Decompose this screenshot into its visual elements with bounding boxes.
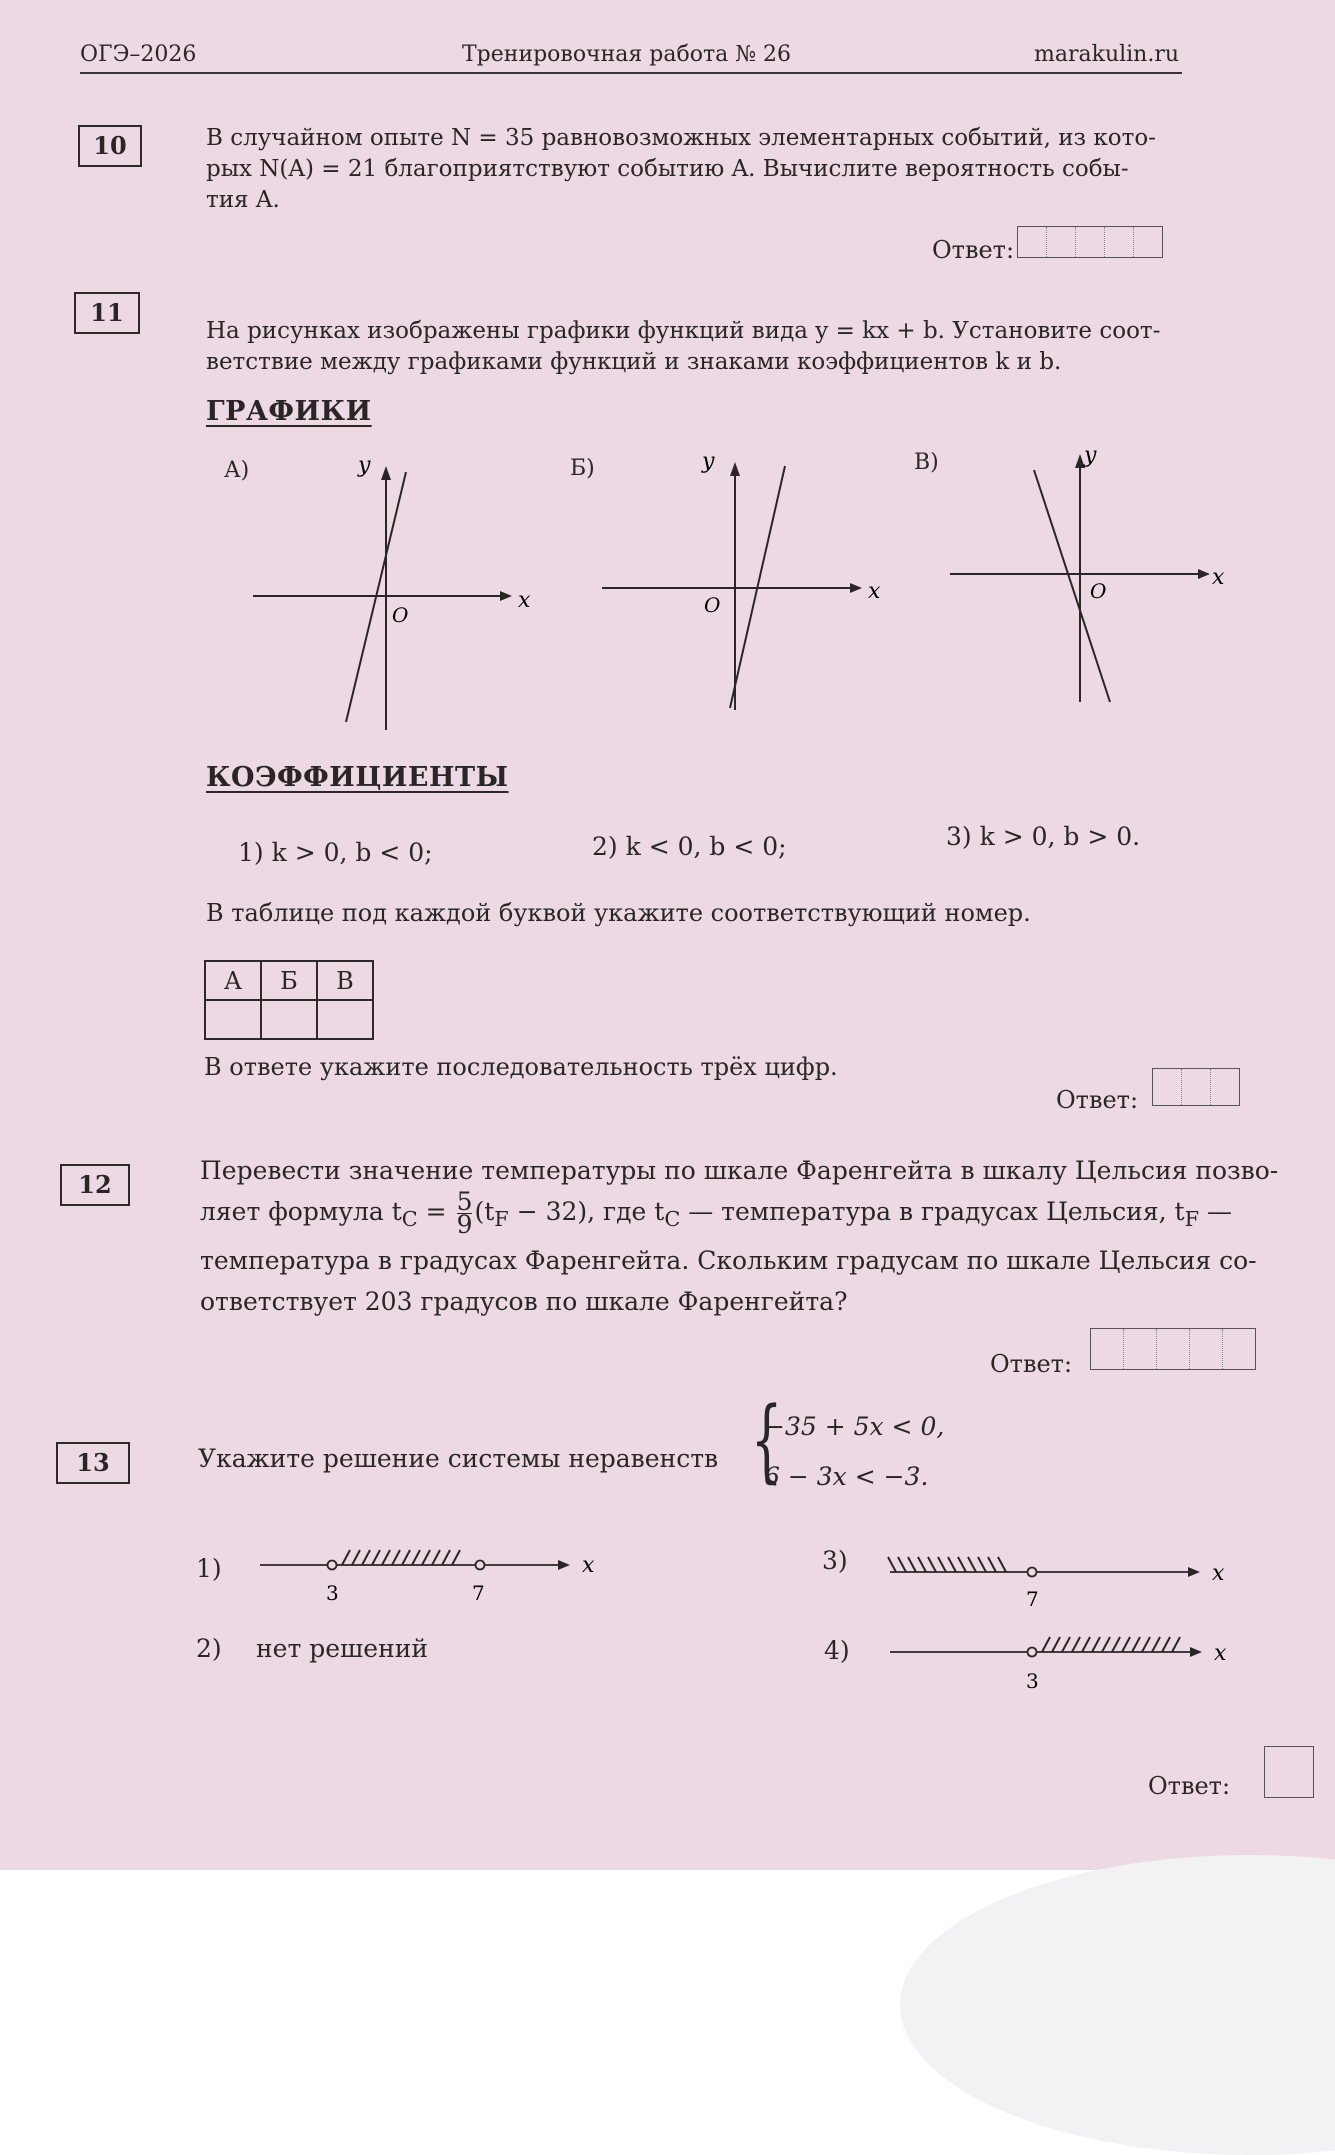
header-left: ОГЭ–2026 <box>80 42 197 67</box>
answer-cell[interactable] <box>1182 1069 1211 1105</box>
answer-label-13: Ответ: <box>1148 1772 1231 1800</box>
graph-a <box>240 450 530 740</box>
q11-line-2: ветствие между графиками функций и знаками коэффициентов k и b. <box>206 349 1062 375</box>
answer-cell[interactable] <box>1018 227 1047 257</box>
formula-part: ляет формула t <box>200 1197 402 1226</box>
y-axis-label-a: y <box>358 453 371 478</box>
question-number-10: 10 <box>78 125 142 167</box>
x-axis-label: x <box>1212 1561 1225 1586</box>
formula-fraction <box>456 1187 473 1239</box>
coefficient-2: 2) k < 0, b < 0; <box>592 832 787 861</box>
option-2-text: нет решений <box>256 1634 429 1663</box>
answer-cell[interactable] <box>1134 227 1162 257</box>
answer-cell[interactable] <box>1047 227 1076 257</box>
graph-b <box>590 448 890 718</box>
y-axis-label-v: y <box>1084 443 1097 468</box>
answer-cell[interactable] <box>1124 1329 1157 1369</box>
formula-sub: C <box>401 1207 418 1231</box>
table-header-v: В <box>317 961 373 1000</box>
fraction-numerator: 5 <box>456 1187 473 1216</box>
answer-boxes-10[interactable] <box>1017 226 1163 258</box>
answer-cell[interactable] <box>1091 1329 1124 1369</box>
graph-label-v: В) <box>914 450 939 475</box>
x-axis-label: x <box>582 1553 595 1578</box>
formula-part: — температура в градусах Цельсия, t <box>680 1197 1185 1226</box>
answer-label-10: Ответ: <box>932 236 1015 264</box>
answer-cell[interactable] <box>1211 1069 1239 1105</box>
q12-line-4: ответствует 203 градусов по шкале Фаренгейта? <box>200 1287 848 1316</box>
answer-box-13[interactable] <box>1264 1746 1314 1798</box>
question-12-text <box>200 1150 1290 1322</box>
tick-label: 7 <box>1026 1587 1039 1611</box>
coefficient-3: 3) k > 0, b > 0. <box>946 822 1141 851</box>
inequality-2: 6 − 3x < −3. <box>764 1462 929 1491</box>
answer-boxes-11[interactable] <box>1152 1068 1240 1106</box>
answer-cell[interactable] <box>1105 227 1134 257</box>
question-13-prompt: Укажите решение системы неравенств <box>198 1444 719 1473</box>
origin-label-b: O <box>704 593 721 617</box>
x-axis-label: x <box>1214 1641 1227 1666</box>
q12-line-3: температура в градусах Фаренгейта. Скольким градусам по шкале Цельсия со- <box>200 1246 1257 1275</box>
answer-label-11: Ответ: <box>1056 1086 1139 1114</box>
x-axis-label-b: x <box>868 579 881 604</box>
option-4-label[interactable]: 4) <box>824 1636 850 1665</box>
formula-part: — <box>1199 1197 1232 1226</box>
y-axis-label-b: y <box>702 449 715 474</box>
x-axis-label-v: x <box>1212 565 1225 590</box>
answer-boxes-12[interactable] <box>1090 1328 1256 1370</box>
question-11-text <box>206 316 1206 378</box>
option-3-number-line <box>880 1544 1240 1614</box>
formula-part: = <box>417 1197 455 1226</box>
table-instruction: В таблице под каждой буквой укажите соответствующий номер. <box>206 899 1031 927</box>
question-10-text <box>206 123 1196 216</box>
header-center: Тренировочная работа № 26 <box>462 42 792 67</box>
tick-label: 3 <box>326 1581 339 1605</box>
origin-label-v: O <box>1090 579 1107 603</box>
table-header-a: А <box>205 961 261 1000</box>
graphs-title: ГРАФИКИ <box>206 396 372 427</box>
answer-cell[interactable] <box>1153 1069 1182 1105</box>
formula-sub: C <box>664 1207 681 1231</box>
q10-line-3: тия A. <box>206 187 280 213</box>
x-axis-label-a: x <box>518 588 530 613</box>
fraction-denominator: 9 <box>456 1210 473 1239</box>
question-number-13: 13 <box>56 1442 130 1484</box>
answer-cell[interactable] <box>1190 1329 1223 1369</box>
sequence-instruction: В ответе укажите последовательность трёх цифр. <box>204 1053 838 1081</box>
tick-label: 3 <box>1026 1669 1039 1693</box>
table-cell-v[interactable] <box>317 1000 373 1039</box>
option-4-number-line <box>880 1622 1240 1698</box>
option-3-label[interactable]: 3) <box>822 1546 848 1575</box>
system-brace: { <box>750 1388 783 1493</box>
answer-cell[interactable] <box>1157 1329 1190 1369</box>
table-header-b: Б <box>261 961 317 1000</box>
q12-line-2 <box>200 1187 1290 1240</box>
formula-part: − 32), где t <box>508 1197 665 1226</box>
formula-sub: F <box>1184 1207 1200 1231</box>
graph-label-a: А) <box>224 458 250 483</box>
q10-line-2: рых N(A) = 21 благоприятствуют событию A. Вычислите вероятность собы- <box>206 156 1129 182</box>
coefficient-1: 1) k > 0, b < 0; <box>238 838 433 867</box>
origin-label-a: O <box>392 603 409 627</box>
answer-label-12: Ответ: <box>990 1350 1073 1378</box>
table-cell-b[interactable] <box>261 1000 317 1039</box>
answer-cell[interactable] <box>1223 1329 1255 1369</box>
q12-line-1: Перевести значение температуры по шкале Фаренгейта в шкалу Цельсия позво- <box>200 1156 1279 1185</box>
answer-cell[interactable] <box>1265 1747 1313 1797</box>
graph-label-b: Б) <box>570 456 595 481</box>
answer-cell[interactable] <box>1076 227 1105 257</box>
q11-line-1: На рисунках изображены графики функций вида y = kx + b. Установите соот- <box>206 318 1161 344</box>
formula-sub: F <box>494 1207 509 1231</box>
header-rule <box>80 72 1182 74</box>
option-2-label[interactable]: 2) <box>196 1634 222 1663</box>
coefficients-title: КОЭФФИЦИЕНТЫ <box>206 762 509 793</box>
formula-part: (t <box>474 1197 495 1226</box>
option-1-label[interactable]: 1) <box>196 1554 222 1583</box>
header-right: marakulin.ru <box>1034 42 1180 67</box>
background-shadow <box>900 1855 1335 2155</box>
tick-label: 7 <box>472 1581 485 1605</box>
q10-line-1: В случайном опыте N = 35 равновозможных элементарных событий, из кото- <box>206 125 1156 151</box>
graph-v <box>942 440 1242 710</box>
answer-table <box>204 960 374 1040</box>
table-cell-a[interactable] <box>205 1000 261 1039</box>
option-1-number-line <box>250 1540 610 1610</box>
question-number-12: 12 <box>60 1164 130 1206</box>
question-number-11: 11 <box>74 292 140 334</box>
inequality-1: −35 + 5x < 0, <box>764 1412 945 1441</box>
